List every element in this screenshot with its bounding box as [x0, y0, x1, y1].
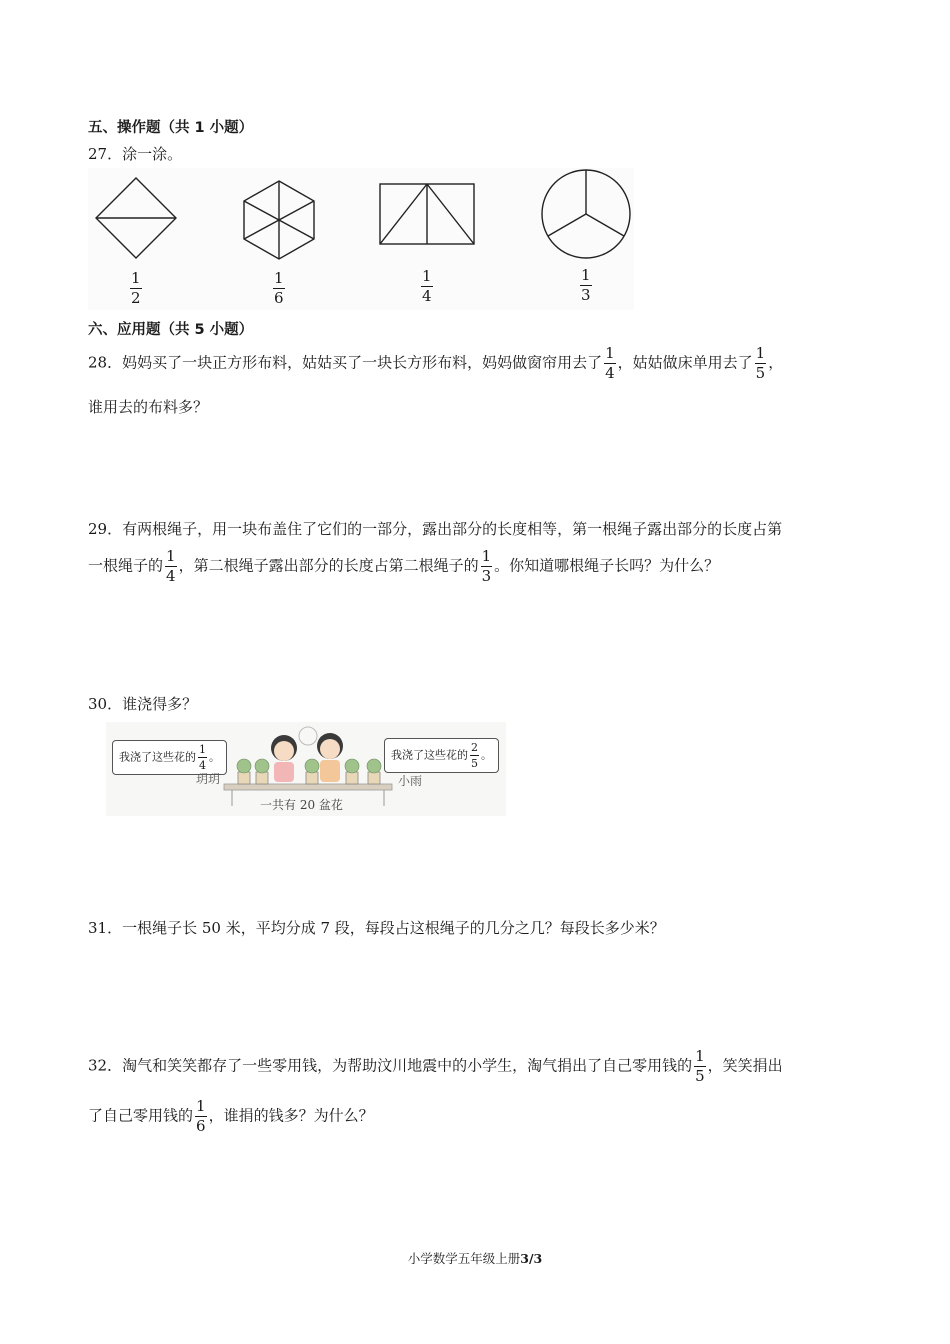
question-28-line-1: 28．妈妈买了一块正方形布料，姑姑买了一块长方形布料，妈妈做窗帘用去了 $\frac{1}{4}$ ，姑姑做床单用去了 $\frac{1}{5}$ ，: [88, 344, 784, 382]
fraction-one-quarter: $\frac{1}{4}$: [166, 547, 176, 585]
circle-shape[interactable]: [542, 170, 630, 258]
name-label-right: 小雨: [398, 774, 423, 788]
watering-illustration: [106, 722, 506, 816]
footer-page-number: 3/3: [520, 1251, 543, 1266]
section-title-application: 六、应用题（共 5 小题）: [88, 322, 254, 338]
fraction-one-third: $\frac{1}{3}$: [481, 547, 492, 585]
fraction-one-fifth: $\frac{1}{5}$: [755, 344, 766, 382]
hexagon-shape[interactable]: [244, 181, 314, 259]
fraction-label-third: $\frac{1}{3}$: [581, 266, 591, 304]
name-label-left: 玥玥: [196, 772, 221, 786]
question-number: 27．: [88, 145, 123, 163]
fraction-label-quarter: $\frac{1}{4}$: [422, 267, 432, 305]
speech-bubble-left: 我浇了这些花的 $\frac{1}{4}$ 。: [112, 740, 227, 775]
shapes-svg: [88, 168, 634, 310]
question-28-line-2: 谁用去的布料多？: [88, 398, 209, 416]
section-title-operation: 五、操作题（共 1 小题）: [88, 120, 254, 136]
fraction-one-quarter: $\frac{1}{4}$: [605, 344, 615, 382]
fraction-label-sixth: $\frac{1}{6}$: [274, 269, 284, 307]
question-text: 涂一涂。: [122, 145, 183, 163]
footer-label: 小学数学五年级上册: [407, 1251, 521, 1266]
diamond-shape[interactable]: [96, 178, 176, 258]
rectangle-shape[interactable]: [380, 184, 474, 244]
question-32-line-1: 32．淘气和笑笑都存了一些零用钱，为帮助汶川地震中的小学生，淘气捐出了自己零用钱的 $\frac{1}{5}$ ，笑笑捐出: [88, 1047, 783, 1085]
question-31: 31．一根绳子长 50 米，平均分成 7 段，每段占这根绳子的几分之几？每段长多少米？: [88, 919, 665, 937]
page-footer: [0, 1249, 950, 1267]
question-27: [88, 143, 182, 164]
speech-bubble-right: 我浇了这些花的 $\frac{2}{5}$ 。: [384, 738, 499, 773]
girl-left-figure: [271, 735, 297, 782]
question-29-line-1: 29．有两根绳子，用一块布盖住了它们的一部分，露出部分的长度相等，第一根绳子露出部分的长度占第: [88, 520, 783, 538]
fraction-one-fifth: $\frac{1}{5}$: [695, 1047, 705, 1085]
fraction-label-half: $\frac{1}{2}$: [131, 269, 141, 307]
question-30: 30．谁浇得多？: [88, 695, 198, 713]
question-29-line-2: 一根绳子的 $\frac{1}{4}$ ，第二根绳子露出部分的长度占第二根绳子的 $\frac{1}{3}$ 。你知道哪根绳子长吗？为什么？: [88, 547, 720, 585]
girl-right-figure: [317, 733, 343, 782]
total-caption: 一共有 20 盆花: [260, 798, 343, 812]
question-32-line-2: 了自己零用钱的 $\frac{1}{6}$ ，谁捐的钱多？为什么？: [88, 1097, 374, 1135]
fraction-one-sixth: $\frac{1}{6}$: [196, 1097, 206, 1135]
shapes-figure: [88, 168, 634, 310]
